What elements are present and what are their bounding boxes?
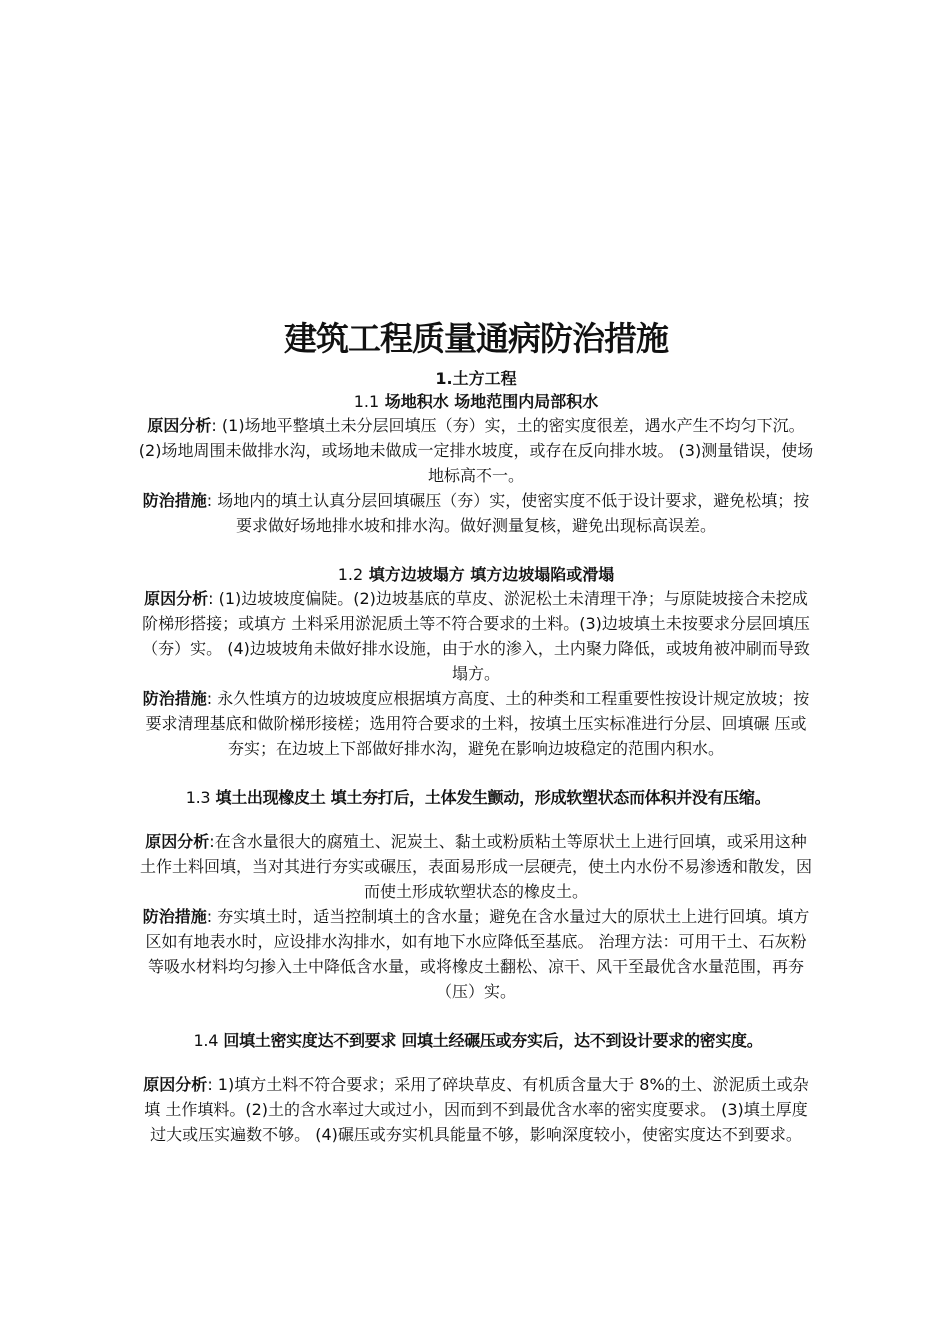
section-number: 1.3: [185, 788, 211, 807]
measure-label: 防治措施: [142, 491, 207, 510]
spacer: [138, 538, 814, 563]
measure-label: 防治措施: [142, 907, 207, 926]
spacer: [138, 761, 814, 786]
section-heading: [138, 390, 814, 413]
section-1-2: [138, 563, 814, 761]
section-heading: [132, 1029, 824, 1052]
document-title: 建筑工程质量通病防治措施: [284, 319, 668, 358]
cause-label: 原因分析: [147, 416, 212, 435]
cause-analysis: [138, 829, 814, 904]
measure-text: : 场地内的填土认真分层回填碾压（夯）实，使密实度不低于设计要求，避免松填；按要求做好场地排水坡和排水沟。做好测量复核，避免出现标高误差。: [206, 491, 810, 535]
section-heading: [138, 563, 814, 586]
cause-analysis: [138, 586, 814, 686]
spacer: [138, 1052, 814, 1072]
cause-label: 原因分析: [144, 589, 209, 608]
spacer: [138, 1004, 814, 1029]
section-number: 1.4: [193, 1031, 219, 1050]
section-title: 填方边坡塌方 填方边坡塌陷或滑塌: [368, 565, 615, 584]
section-title: 填土出现橡皮土 填土夯打后，土体发生颤动，形成软塑状态而体积并没有压缩。: [215, 788, 771, 807]
cause-analysis: [138, 1072, 814, 1147]
measure-label: 防治措施: [142, 689, 207, 708]
measure-text: : 夯实填土时，适当控制填土的含水量；避免在含水量过大的原状土上进行回填。填方区如有地表水时，应设排水沟排水，如有地下水应降低至基底。 治理方法：可用干土、石灰粉等吸水材料均匀掺入土中降低含水量，或将橡皮土翻松、凉干、风干至最优含水量范围，再夯（压）实。: [145, 907, 810, 1001]
cause-text: : 1)填方土料不符合要求；采用了碎块草皮、有机质含量大于 8%的土、淤泥质土或杂填 土作填料。(2)土的含水率过大或过小，因而到不到最优含水率的密实度要求。 (3)填土厚度过大或压实遍数不够。 (4)碾压或夯实机具能量不够，影响深度较小，使密实度达不到要求。: [144, 1075, 809, 1144]
section-number: 1.1: [353, 392, 380, 411]
chapter-heading: 1.土方工程: [435, 369, 517, 388]
cause-label: 原因分析: [143, 1075, 208, 1094]
section-number: 1.2: [337, 565, 364, 584]
cause-text: :在含水量很大的腐殖土、泥炭土、黏土或粉质粘土等原状土上进行回填，或采用这种土作土料回填，当对其进行夯实或碾压，表面易形成一层硬壳，使土内水份不易渗透和散发，因而使土形成软塑状态的橡皮土。: [139, 832, 812, 901]
section-heading: [132, 786, 824, 809]
spacer: [138, 809, 814, 829]
section-title: 场地积水 场地范围内局部积水: [384, 392, 599, 411]
document-body: [138, 316, 814, 1147]
prevention-measures: [138, 686, 814, 761]
prevention-measures: [138, 488, 814, 538]
section-1-3: [138, 786, 814, 1004]
cause-analysis: [138, 413, 814, 488]
cause-text: : (1)边坡坡度偏陡。(2)边坡基底的草皮、淤泥松土未清理干净；与原陡坡接合未挖成阶梯形搭接；或填方 土料采用淤泥质土等不符合要求的土料。(3)边坡填土未按要求分层回填压（夯）实。 (4)边坡坡角未做好排水设施，由于水的渗入，土内聚力降低，或坡角被冲刷而导致塌方。: [142, 589, 810, 683]
cause-label: 原因分析: [145, 832, 210, 851]
section-title: 回填土密实度达不到要求 回填土经碾压或夯实后，达不到设计要求的密实度。: [223, 1031, 763, 1050]
section-1-1: [138, 390, 814, 538]
prevention-measures: [138, 904, 814, 1004]
measure-text: : 永久性填方的边坡坡度应根据填方高度、土的种类和工程重要性按设计规定放坡；按要求清理基底和做阶梯形接槎；选用符合要求的土料，按填土压实标准进行分层、回填碾 压或夯实；在边坡上下部做好排水沟，避免在影响边坡稳定的范围内积水。: [145, 689, 810, 758]
section-1-4: [138, 1029, 814, 1147]
cause-text: : (1)场地平整填土未分层回填压（夯）实，土的密实度很差，遇水产生不均匀下沉。 (2)场地周围未做排水沟，或场地未做成一定排水坡度，或存在反向排水坡。 (3)测量错误，使场地标高不一。: [138, 416, 814, 485]
